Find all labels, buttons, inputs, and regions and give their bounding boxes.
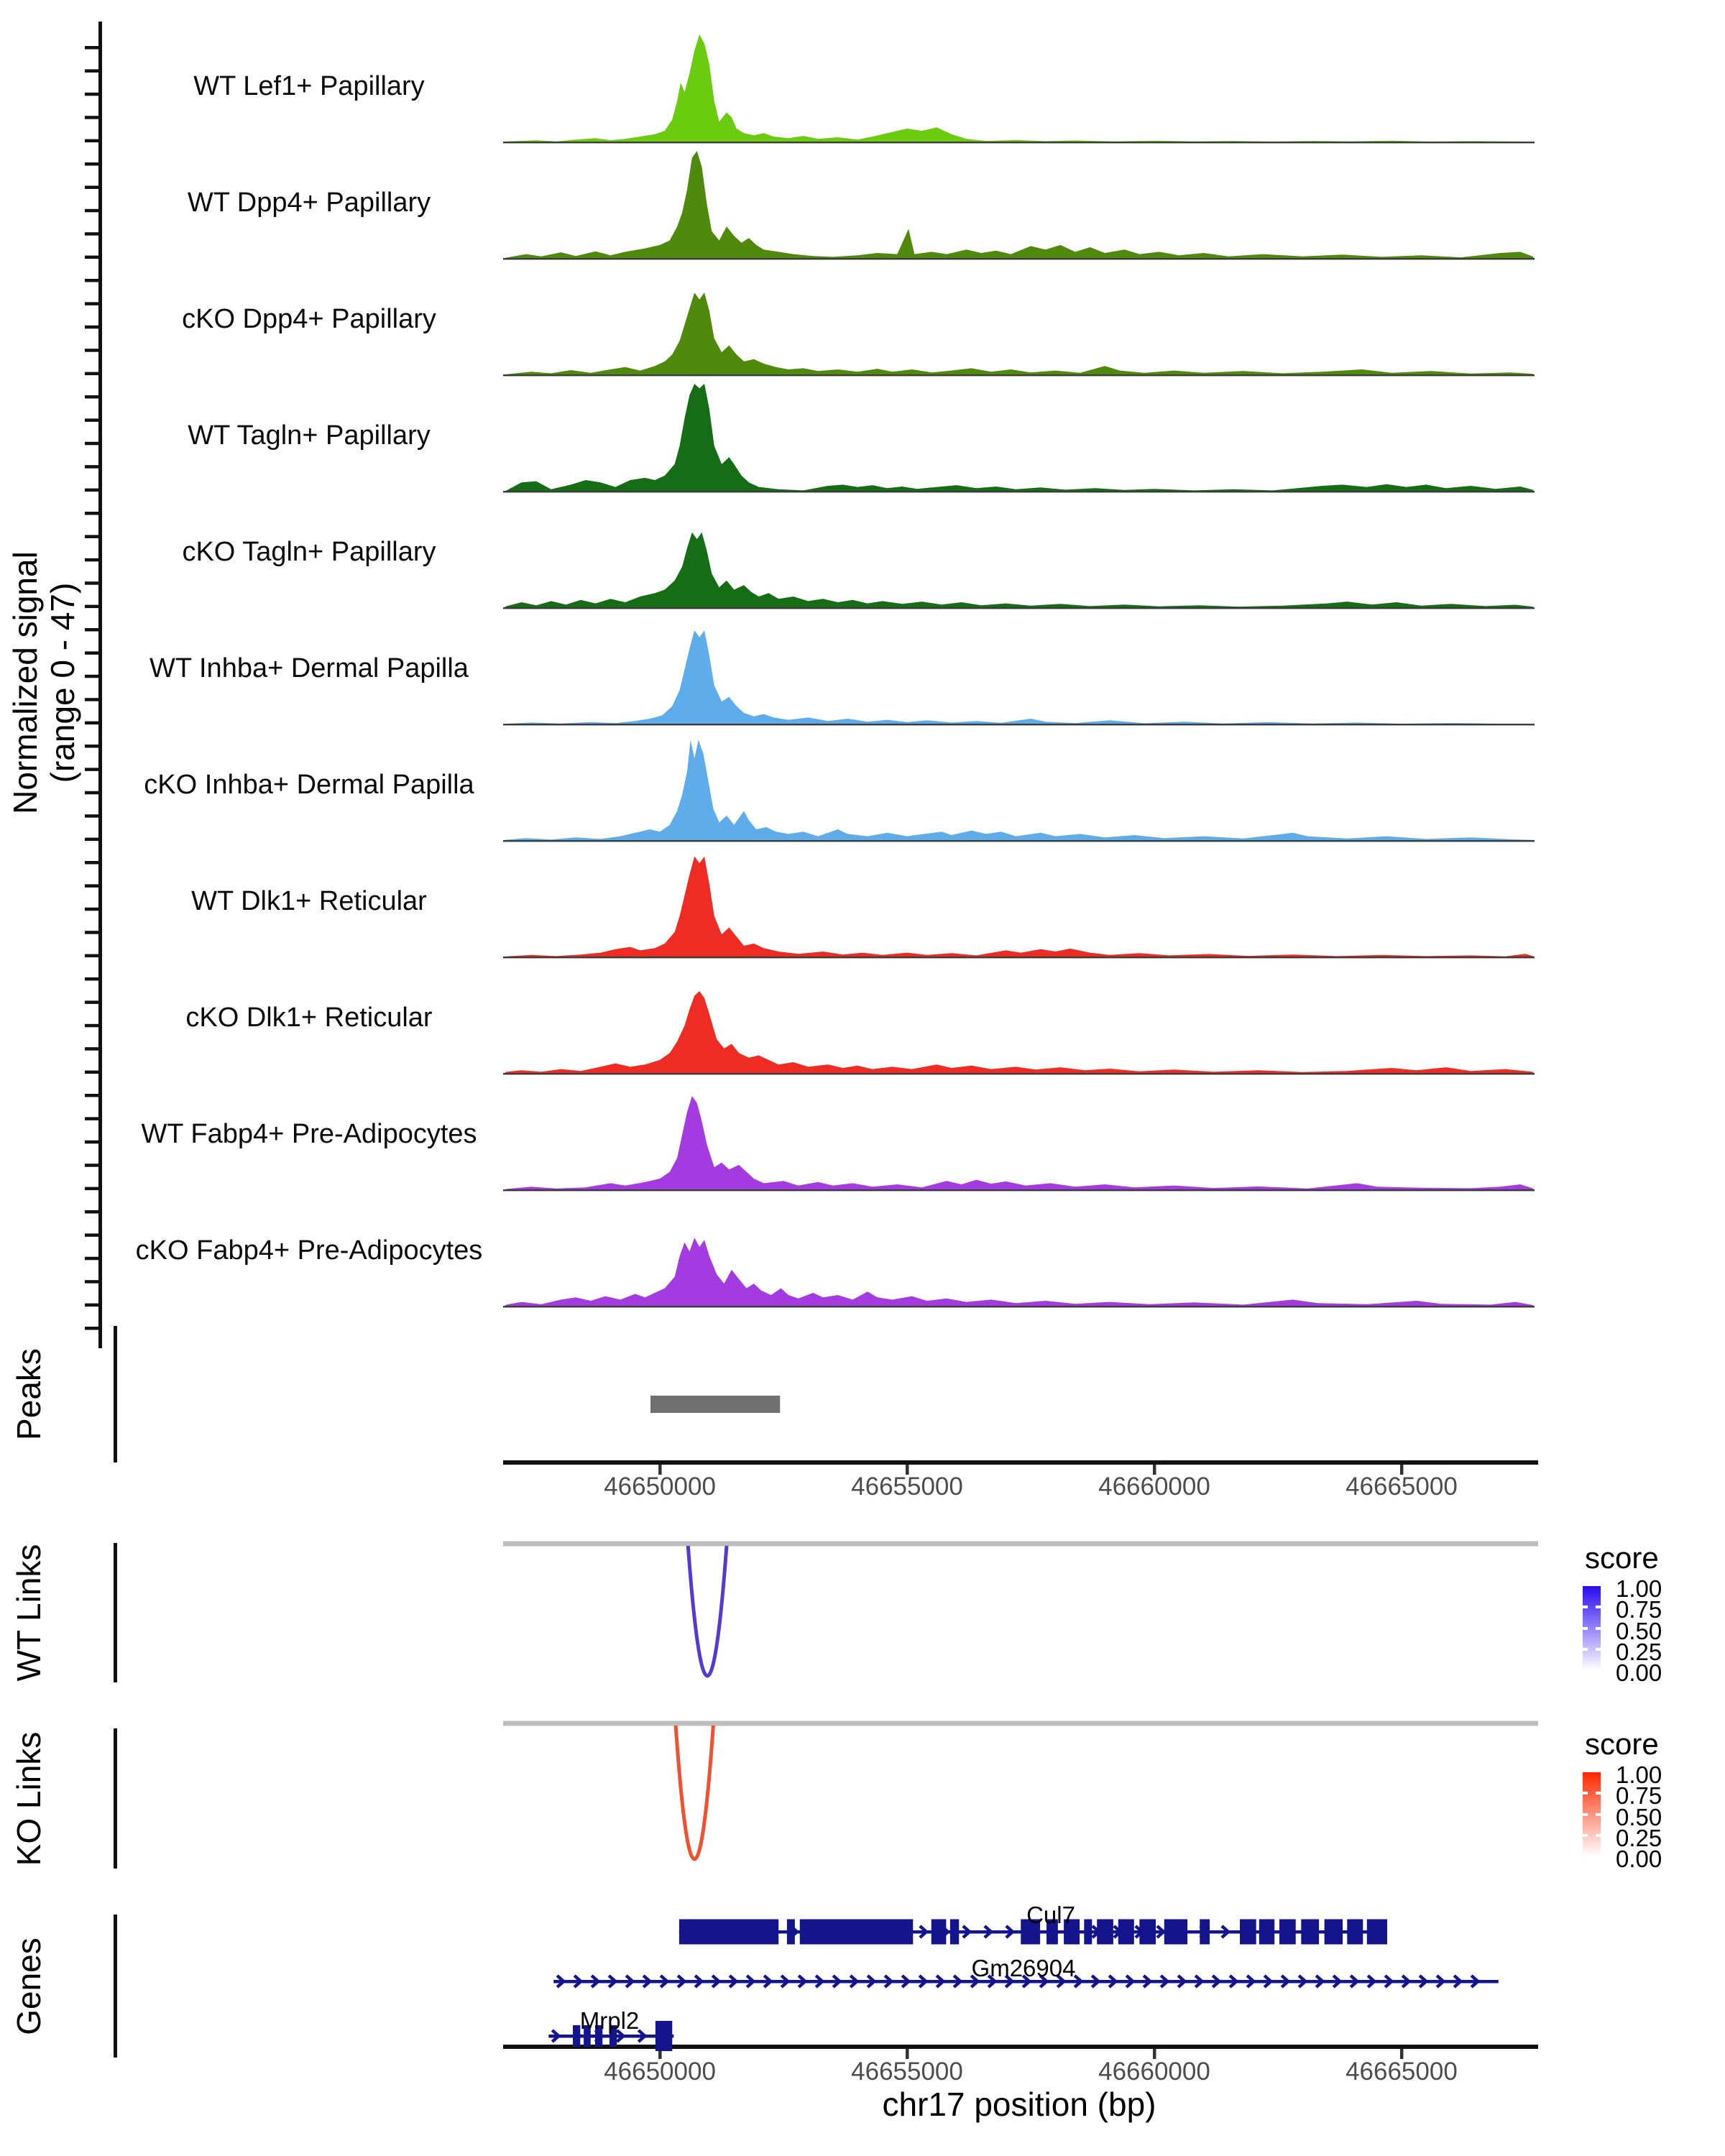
genome-axis-line [503,1460,1538,1465]
section-axis-bar [114,1728,117,1869]
signal-y-axis-tick [85,1141,101,1144]
signal-y-axis-tick [85,884,101,888]
section-label-wt-links: WT Links [10,1544,47,1682]
signal-y-axis-tick [85,512,101,515]
signal-y-axis-tick [85,722,101,725]
legend-value: 0.75 [1616,1596,1662,1623]
signal-y-axis-tick [85,418,101,422]
coverage-area [503,1238,1535,1307]
legend-colorbar-tick [1583,1606,1588,1608]
coverage-area [503,151,1535,259]
legend-colorbar-tick [1596,1792,1601,1795]
track-label: cKO Tagln+ Papillary [182,537,436,567]
signal-y-axis-tick [85,977,101,981]
links-baseline [503,1542,1538,1547]
signal-y-axis-tick [85,581,101,585]
signal-y-axis-tick [85,256,101,259]
gene-exon [1347,1920,1363,1945]
legend-value: 0.25 [1616,1638,1662,1665]
legend-title: score [1585,1727,1659,1761]
coverage-area [503,991,1535,1074]
legend-title: score [1585,1541,1659,1575]
gene-exon [679,1920,778,1945]
track-label: cKO Fabp4+ Pre-Adipocytes [135,1235,483,1266]
track-label: WT Dpp4+ Papillary [187,188,431,218]
coverage-area [503,384,1535,492]
track-label: WT Tagln+ Papillary [188,420,431,451]
signal-y-axis-tick [85,698,101,701]
legend-colorbar-tick [1583,1648,1588,1651]
signal-y-axis-tick [85,116,101,119]
signal-y-axis-tick [85,349,101,352]
links-baseline [503,1721,1538,1726]
signal-y-axis-tick [85,1280,101,1284]
signal-y-axis-tick [85,745,101,748]
gene-name-label: Gm26904 [971,1955,1076,1981]
section-label-ko-links: KO Links [10,1731,47,1866]
signal-y-axis-tick [85,372,101,376]
track-baseline [503,258,1535,259]
coverage-area [503,630,1535,724]
axis-tick-label: 46655000 [851,1473,963,1501]
y-axis-label-line1: Normalized signal [6,551,44,814]
signal-y-axis-tick [85,1164,101,1167]
signal-y-axis-tick [85,209,101,213]
signal-y-axis-tick [85,1094,101,1097]
signal-y-axis-tick [85,1304,101,1307]
gene-name-label: Cul7 [1026,1902,1075,1928]
section-axis-bar [114,1915,117,2058]
signal-y-axis-tick [85,302,101,305]
track-baseline [503,1073,1535,1074]
signal-y-axis-tick [85,908,101,911]
gene-exon [1279,1920,1296,1945]
coverage-area [503,740,1535,841]
track-baseline [503,374,1535,376]
signal-y-axis-tick [85,232,101,236]
coverage-area [503,533,1535,608]
signal-y-axis-tick [85,814,101,818]
track-baseline [503,840,1535,842]
signal-y-axis-tick [85,558,101,562]
gene-exon [787,1920,795,1945]
y-axis-label [7,359,82,1006]
signal-y-axis-tick [85,535,101,538]
signal-y-axis-tick [85,46,101,50]
section-label-genes: Genes [10,1937,47,2035]
legend-value: 0.50 [1616,1617,1662,1644]
signal-y-axis-tick [85,162,101,166]
signal-y-axis-tick [85,489,101,492]
track-baseline [503,724,1535,725]
track-label: cKO Dpp4+ Papillary [182,304,436,334]
link-arc [676,1726,713,1859]
signal-y-axis-tick [85,69,101,73]
signal-y-axis-tick [85,651,101,655]
gene-exon [1301,1920,1319,1945]
track-label: cKO Dlk1+ Reticular [185,1003,433,1033]
signal-y-axis-tick [85,1257,101,1261]
signal-y-axis-tick [85,838,101,842]
axis-tick-label: 46650000 [604,1473,716,1501]
signal-y-axis-tick [85,185,101,189]
legend-value: 0.00 [1616,1659,1662,1686]
track-baseline [503,142,1535,143]
gene-exon [1259,1920,1274,1945]
legend-colorbar-tick [1583,1813,1588,1816]
signal-y-axis-tick [85,139,101,143]
section-axis-bar [114,1543,117,1682]
legend-value: 0.50 [1616,1803,1662,1830]
peak-bar [650,1396,780,1413]
signal-y-axis-tick [85,675,101,678]
signal-y-axis-tick [85,1071,101,1074]
legend-colorbar-tick [1596,1834,1601,1837]
legend-value: 0.00 [1616,1846,1662,1872]
signal-y-axis-tick [85,628,101,632]
x-axis-label: chr17 position (bp) [882,2086,1156,2123]
legend-colorbar-tick [1596,1606,1601,1608]
track-baseline [503,607,1535,609]
coverage-area [503,34,1535,142]
track-label: cKO Inhba+ Dermal Papilla [144,770,474,800]
legend-colorbar-tick [1596,1648,1601,1651]
gene-exon [1325,1920,1343,1945]
axis-tick-label: 46665000 [1346,2058,1458,2086]
gene-exon [1200,1920,1210,1945]
coverage-area [503,1096,1535,1190]
track-label: WT Fabp4+ Pre-Adipocytes [141,1119,477,1149]
signal-y-axis-tick [85,279,101,282]
coverage-area [503,857,1535,957]
y-axis-label-line2: (range 0 - 47) [43,582,81,783]
legend-value: 1.00 [1616,1575,1662,1602]
signal-y-axis-tick [85,1117,101,1120]
axis-tick-label: 46655000 [851,2058,963,2086]
signal-y-axis-tick [85,954,101,958]
track-label: WT Lef1+ Papillary [193,71,425,101]
track-baseline [503,1189,1535,1191]
section-label-peaks: Peaks [10,1348,47,1440]
legend-value: 0.25 [1616,1824,1662,1851]
coverage-area [503,292,1535,375]
track-baseline [503,491,1535,492]
track-label: WT Inhba+ Dermal Papilla [150,653,469,683]
gene-name-label: Mrpl2 [579,2007,640,2034]
section-axis-bar [114,1326,117,1462]
gene-exon [800,1920,914,1945]
signal-y-axis-tick [85,395,101,399]
signal-y-axis-tick [85,1047,101,1051]
signal-y-axis-tick [85,861,101,865]
legend-colorbar-tick [1583,1792,1588,1795]
signal-y-axis-tick [85,326,101,329]
axis-tick-label: 46650000 [604,2058,716,2086]
signal-y-axis-tick [85,1187,101,1191]
signal-y-axis-tick [85,1327,101,1330]
gene-exon [1240,1920,1256,1945]
signal-y-axis-tick [85,1000,101,1004]
legend-colorbar-tick [1596,1813,1601,1816]
track-baseline [503,957,1535,958]
signal-y-axis [98,22,102,1348]
link-arc [688,1546,727,1676]
axis-tick-label: 46660000 [1098,1473,1210,1501]
legend-value: 1.00 [1616,1761,1662,1788]
signal-y-axis-tick [85,1233,101,1237]
signal-y-axis-tick [85,465,101,469]
signal-y-axis-tick [85,1210,101,1214]
gene-exon [1367,1920,1387,1945]
legend-colorbar-tick [1583,1627,1588,1630]
axis-tick-label: 46665000 [1346,1473,1458,1501]
signal-y-axis-tick [85,791,101,795]
legend-colorbar-tick [1583,1834,1588,1837]
signal-y-axis-tick [85,931,101,934]
track-label: WT Dlk1+ Reticular [191,886,427,916]
signal-y-axis-tick [85,1024,101,1028]
track-baseline [503,1306,1535,1307]
legend-colorbar-tick [1596,1627,1601,1630]
legend-value: 0.75 [1616,1782,1662,1810]
signal-y-axis-tick [85,442,101,446]
signal-y-axis-tick [85,605,101,609]
axis-tick-label: 46660000 [1098,2058,1210,2086]
gene-exon [1164,1920,1187,1945]
signal-y-axis-tick [85,768,101,771]
signal-y-axis-tick [85,93,101,96]
